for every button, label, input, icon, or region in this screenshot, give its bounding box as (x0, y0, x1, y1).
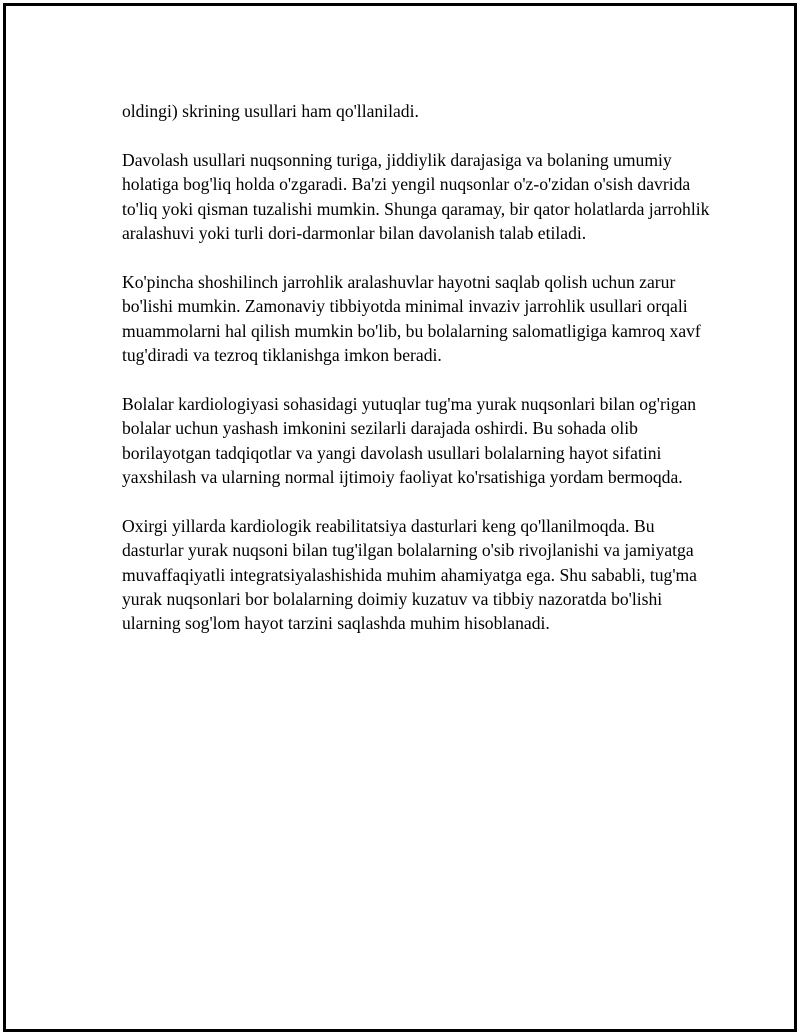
document-body (122, 99, 712, 636)
paragraph-2: Davolash usullari nuqsonning turiga, jiddiylik darajasiga va bolaning umumiy holatiga bog'liq holda o'zgaradi. Ba'zi yengil nuqsonlar o'z-o'zidan o'sish davrida to'liq yoki qisman tuzalishi mumkin. Shunga qaramay, bir qator holatlarda jarrohlik aralashuvi yoki turli dori-darmonlar bilan davolanish talab etiladi. (122, 149, 710, 244)
paragraph-3: Ko'pincha shoshilinch jarrohlik aralashuvlar hayotni saqlab qolish uchun zarur bo'lishi mumkin. Zamonaviy tibbiyotda minimal invaziv jarrohlik usullari orqali muammolarni hal qilish mumkin bo'lib, bu bolalarning salomatligiga kamroq xavf tug'diradi va tezroq tiklanishga imkon beradi. (122, 271, 701, 366)
paragraph-4: Bolalar kardiologiyasi sohasidagi yutuqlar tug'ma yurak nuqsonlari bilan og'rigan bolalar uchun yashash imkonini sezilarli darajada oshirdi. Bu sohada olib borilayotgan tadqiqotlar va yangi davolash usullari bolalarning hayot sifatini yaxshilash va ularning normal ijtimoiy faoliyat ko'rsatishiga yordam bermoqda. (122, 393, 697, 488)
paragraph-5: Oxirgi yillarda kardiologik reabilitatsiya dasturlari keng qo'llanilmoqda. Bu dasturlar yurak nuqsoni bilan tug'ilgan bolalarning o'sib rivojlanishi va jamiyatga muvaffaqiyatli integratsiyalashishida muhim ahamiyatga ega. Shu sababli, tug'ma yurak nuqsonlari bor bolalarning doimiy kuzatuv va tibbiy nazoratda bo'lishi ularning sog'lom hayot tarzini saqlashda muhim hisoblanadi. (122, 515, 697, 634)
paragraph-1: oldingi) skrining usullari ham qo'llaniladi. (122, 101, 419, 121)
page-border (3, 3, 797, 1032)
